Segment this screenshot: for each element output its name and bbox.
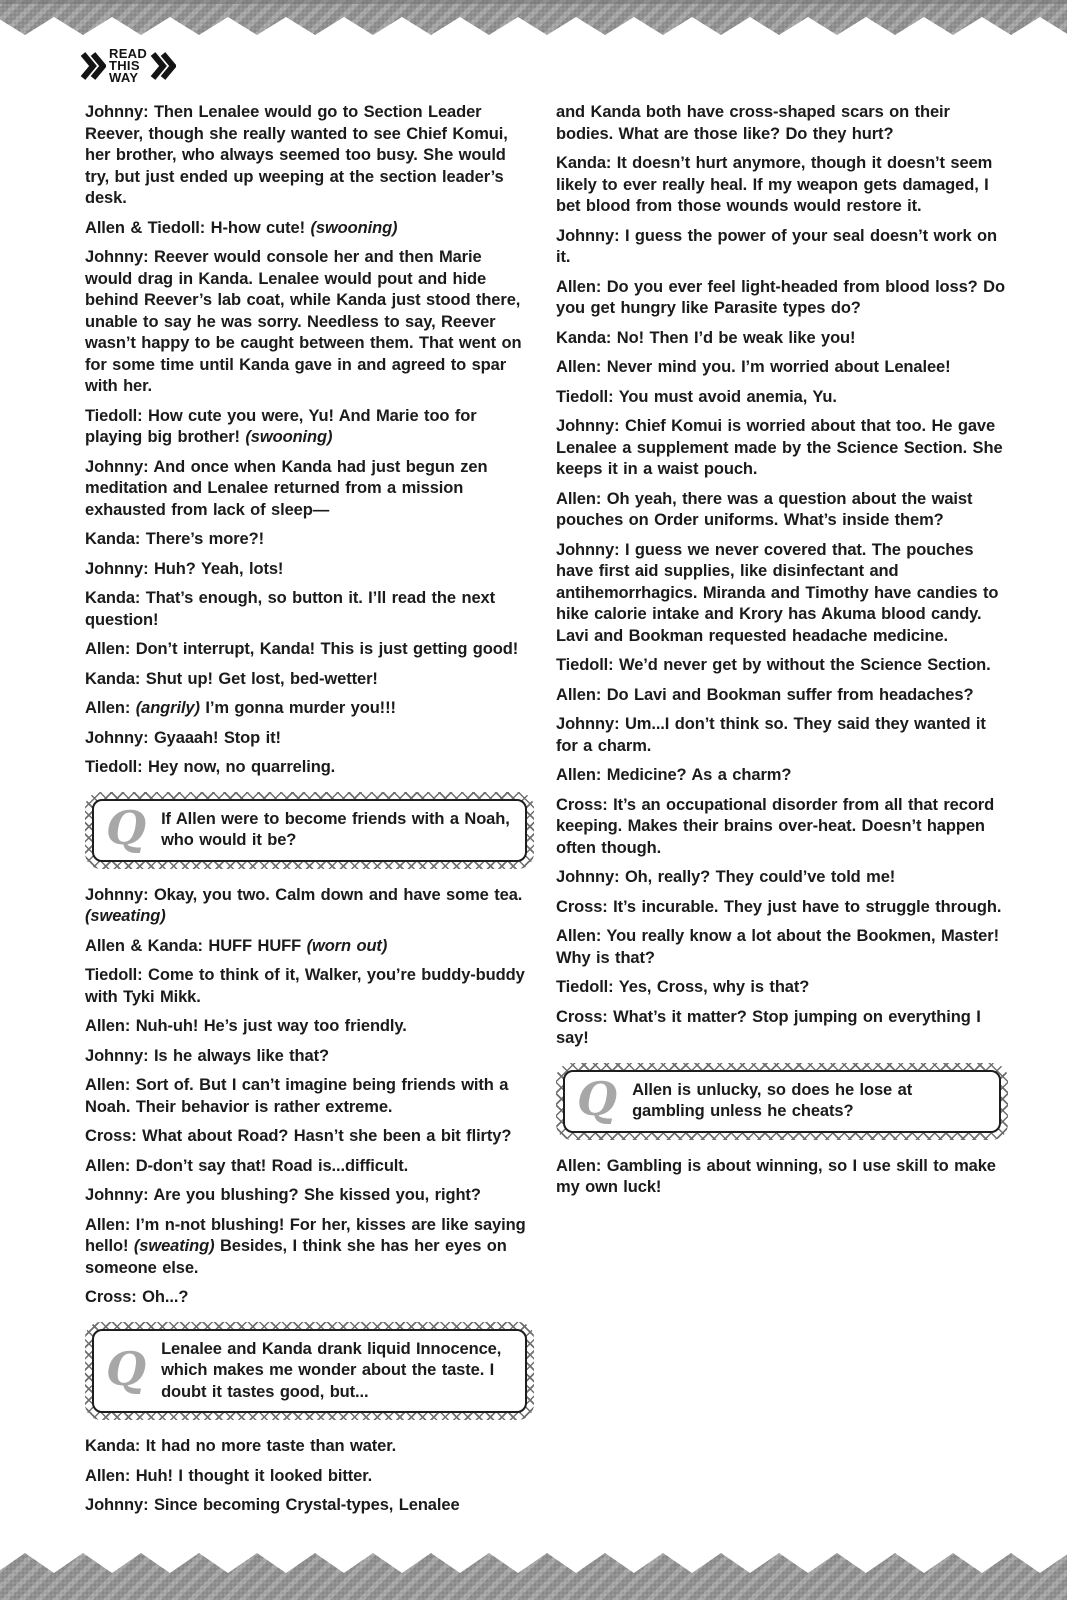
dialogue-line: Cross: What about Road? Hasn’t she been a bit flirty?: [85, 1127, 512, 1145]
dialogue-line: Kanda: It had no more taste than water.: [85, 1437, 397, 1455]
dialogue-line: Allen: Don’t interrupt, Kanda! This is just getting good!: [85, 640, 519, 658]
dialogue-line: Johnny: Are you blushing? She kissed you, right?: [85, 1186, 481, 1204]
dialogue-line: Kanda: No! Then I’d be weak like you!: [556, 328, 856, 347]
bottom-zigzag-border: [0, 1550, 1067, 1600]
dialogue-line: Allen: Do Lavi and Bookman suffer from headaches?: [556, 685, 974, 704]
right-column: [556, 102, 1008, 1207]
top-zigzag-border: [0, 0, 1067, 36]
dialogue-line: Kanda: There’s more?!: [85, 530, 264, 548]
dialogue-line: Tiedoll: How cute you were, Yu! And Marie too for playing big brother! (swooning): [85, 406, 477, 446]
dialogue-line: Cross: It’s incurable. They just have to struggle through.: [556, 897, 1002, 916]
dialogue-line: Allen: Oh yeah, there was a question about the waist pouches on Order uniforms. What’s inside them?: [556, 489, 973, 529]
double-chevron-right-icon: [150, 48, 176, 84]
q-icon: Q: [106, 1341, 147, 1396]
dialogue-line: Kanda: Shut up! Get lost, bed-wetter!: [85, 669, 378, 688]
marker-line: WAY: [109, 70, 139, 85]
dialogue-line: Johnny: Then Lenalee would go to Section Leader Reever, though she really wanted to see Chief Komui, her brother, who always seemed too busy. She would try, but just ended up weeping at the section leader’s desk.: [85, 103, 508, 207]
dialogue-line: Tiedoll: You must avoid anemia, Yu.: [556, 387, 837, 406]
dialogue-line: and Kanda both have cross-shaped scars on their bodies. What are those like? Do they hurt?: [556, 103, 950, 143]
dialogue-line: Cross: What’s it matter? Stop jumping on everything I say!: [556, 1007, 981, 1047]
dialogue-line: Johnny: Chief Komui is worried about that too. He gave Lenalee a supplement made by the Science Section. She keeps it in a waist pouch.: [556, 417, 1003, 478]
read-this-way-marker: [80, 48, 176, 84]
dialogue-line: Allen: Never mind you. I’m worried about Lenalee!: [556, 358, 951, 376]
dialogue-line: Kanda: It doesn’t hurt anymore, though it doesn’t seem likely to ever really heal. If my weapon gets damaged, I bet blood from those wounds would restore it.: [556, 154, 993, 215]
question-box: [85, 792, 534, 869]
dialogue-line: Allen: Sort of. But I can’t imagine being friends with a Noah. Their behavior is rather extreme.: [85, 1076, 509, 1116]
dialogue-line: Allen: Gambling is about winning, so I use skill to make my own luck!: [556, 1156, 996, 1196]
question-box: [556, 1063, 1008, 1140]
dialogue-line: Tiedoll: Come to think of it, Walker, you’re buddy-buddy with Tyki Mikk.: [85, 966, 525, 1006]
marker-line: THIS: [109, 58, 140, 73]
question-text: Lenalee and Kanda drank liquid Innocence, which makes me wonder about the taste. I doubt it tastes good, but...: [161, 1339, 502, 1401]
dialogue-line: Allen: (angrily) I’m gonna murder you!!!: [85, 699, 396, 717]
double-chevron-right-icon: [80, 48, 106, 84]
dialogue-line: Allen: I’m n-not blushing! For her, kisses are like saying hello! (sweating) Besides, I think she has her eyes on someone else.: [85, 1215, 526, 1277]
dialogue-line: Cross: It’s an occupational disorder from all that record keeping. Makes their brains over-heat. Doesn’t happen often though.: [556, 795, 995, 857]
dialogue-line: Allen & Tiedoll: H-how cute! (swooning): [85, 218, 398, 237]
dialogue-line: Johnny: Um...I don’t think so. They said they wanted it for a charm.: [556, 715, 986, 755]
dialogue-line: Allen: Nuh-uh! He’s just way too friendly.: [85, 1017, 407, 1035]
dialogue-line: Johnny: I guess we never covered that. The pouches have first aid supplies, like disinfectant and antihemorrhagics. Miranda and Timothy have candies to hike calorie intake and Krory has Akuma blood candy. Lavi and Bookman requested headache medicine.: [556, 540, 999, 645]
dialogue-line: Johnny: Huh? Yeah, lots!: [85, 559, 284, 578]
read-this-way-label: [109, 48, 147, 84]
dialogue-line: Johnny: Gyaaah! Stop it!: [85, 728, 281, 747]
dialogue-line: Tiedoll: Hey now, no quarreling.: [85, 758, 336, 776]
dialogue-line: Johnny: Since becoming Crystal-types, Lenalee: [85, 1496, 460, 1514]
dialogue-line: Tiedoll: We’d never get by without the Science Section.: [556, 656, 991, 674]
question-box: [85, 1322, 534, 1421]
dialogue-line: Johnny: Is he always like that?: [85, 1046, 329, 1065]
dialogue-line: Allen: Do you ever feel light-headed from blood loss? Do you get hungry like Parasite types do?: [556, 277, 1005, 317]
question-text: If Allen were to become friends with a Noah, who would it be?: [161, 809, 510, 849]
dialogue-line: Allen: You really know a lot about the Bookmen, Master! Why is that?: [556, 927, 999, 967]
dialogue-line: Johnny: I guess the power of your seal doesn’t work on it.: [556, 226, 997, 266]
dialogue-line: Tiedoll: Yes, Cross, why is that?: [556, 978, 810, 996]
dialogue-line: Allen: Medicine? As a charm?: [556, 766, 792, 784]
dialogue-line: Kanda: That’s enough, so button it. I’ll read the next question!: [85, 589, 496, 629]
dialogue-line: Johnny: And once when Kanda had just begun zen meditation and Lenalee returned from a mission exhausted from lack of sleep—: [85, 457, 488, 519]
marker-line: READ: [109, 46, 148, 61]
question-text: Allen is unlucky, so does he lose at gambling unless he cheats?: [632, 1080, 913, 1120]
dialogue-line: Allen: D-don’t say that! Road is...difficult.: [85, 1156, 409, 1175]
dialogue-line: Johnny: Reever would console her and then Marie would drag in Kanda. Lenalee would pout and hide behind Reever’s lab coat, while Kanda just stood there, unable to say he was sorry. Needless to say, Reever wasn’t happy to be caught between them. That went on for some time until Kanda gave in and agreed to spar with her.: [85, 248, 522, 395]
dialogue-line: Johnny: Okay, you two. Calm down and have some tea. (sweating): [85, 885, 523, 925]
q-icon: Q: [106, 801, 147, 855]
left-column: [85, 102, 534, 1525]
dialogue-line: Allen: Huh! I thought it looked bitter.: [85, 1466, 373, 1485]
dialogue-line: Johnny: Oh, really? They could’ve told me!: [556, 868, 896, 886]
q-icon: Q: [577, 1072, 618, 1126]
dialogue-line: Allen & Kanda: HUFF HUFF (worn out): [85, 936, 388, 955]
dialogue-line: Cross: Oh...?: [85, 1288, 189, 1306]
